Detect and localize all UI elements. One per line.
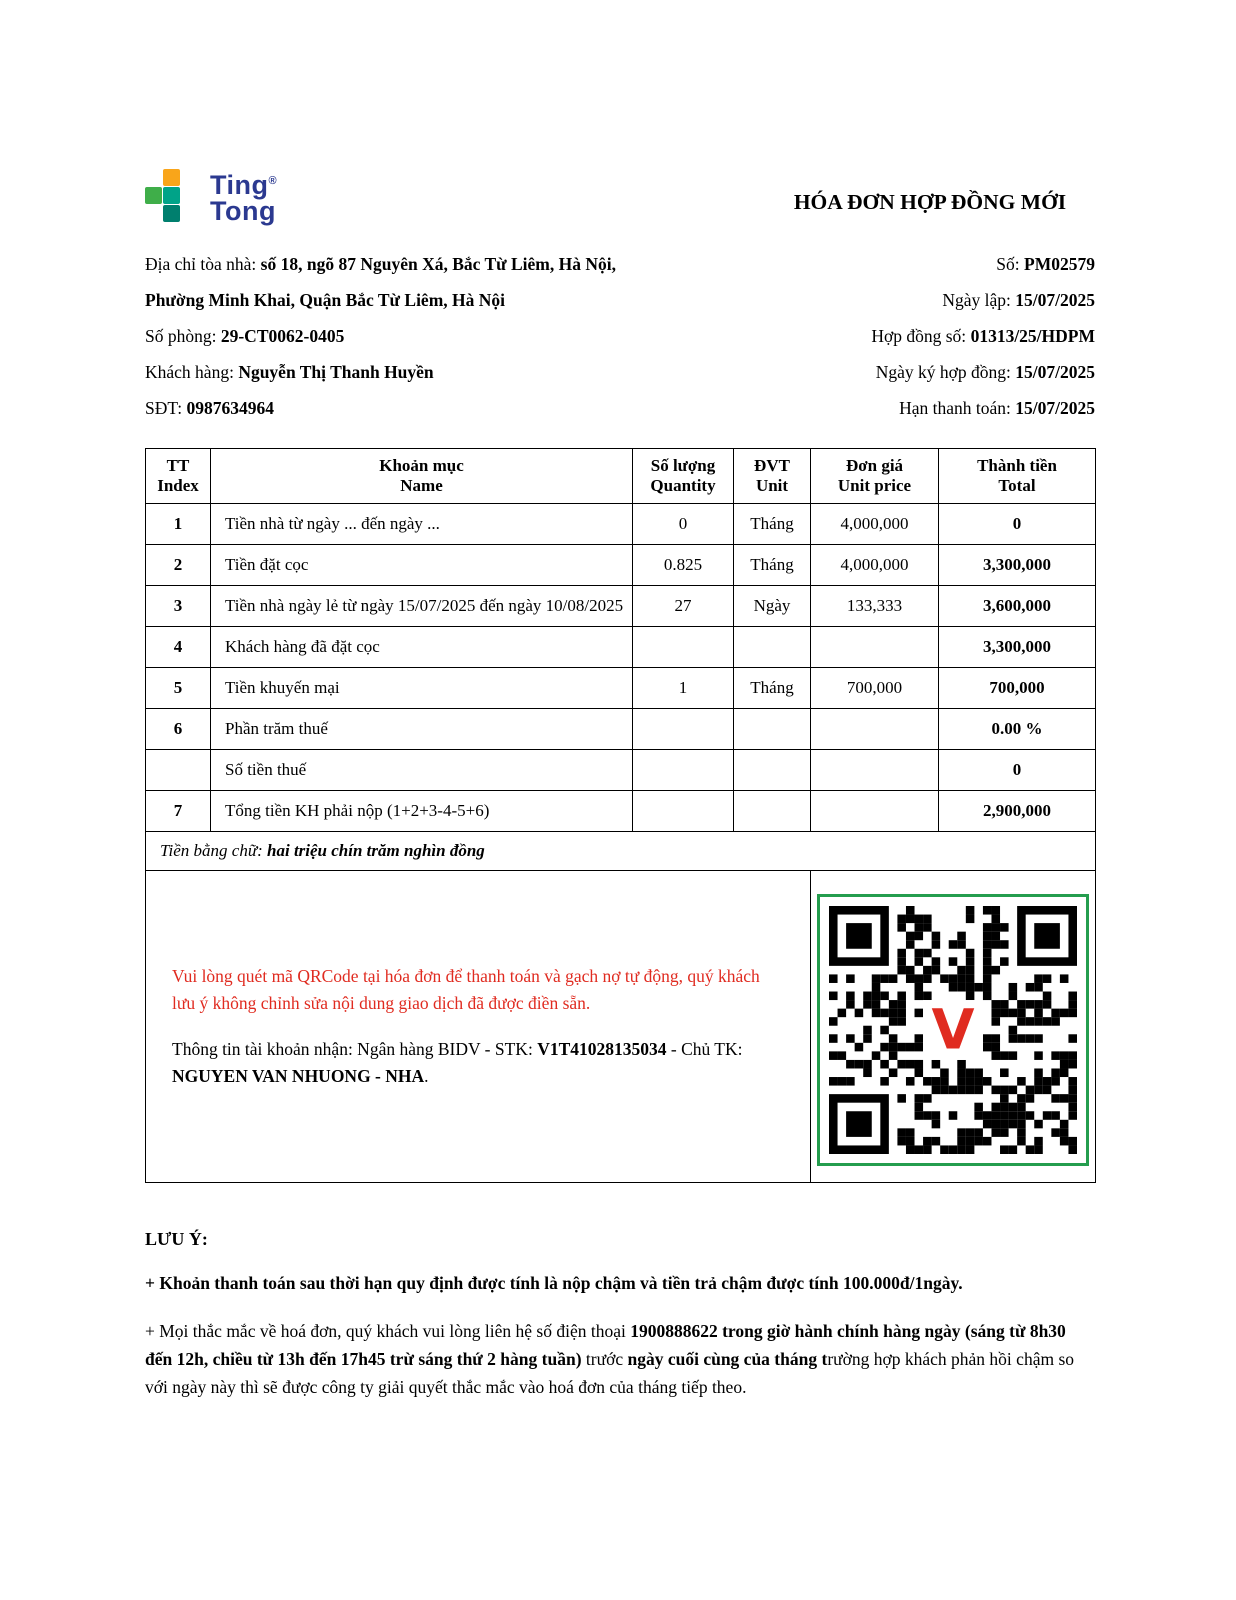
table-row — [146, 586, 1096, 627]
payment-row — [146, 871, 1096, 1183]
notes-heading: LƯU Ý: — [145, 1229, 208, 1249]
account-number: V1T41028135034 — [537, 1038, 667, 1059]
table-row — [146, 750, 1096, 791]
amount-in-words-value: hai triệu chín trăm nghìn đồng — [267, 841, 485, 860]
issue-date-value: 15/07/2025 — [1015, 290, 1095, 310]
header-total: Thành tiền Total — [939, 449, 1096, 504]
row-name: Tổng tiền KH phải nộp (1+2+3-4-5+6) — [211, 791, 633, 832]
row-name: Tiền đặt cọc — [211, 545, 633, 586]
row-index: 3 — [146, 586, 211, 627]
hotline-note — [145, 1317, 1095, 1401]
logo-square-orange — [163, 169, 180, 186]
table-row — [146, 504, 1096, 545]
header-unit-price: Đơn giá Unit price — [811, 449, 939, 504]
account-info-part3: . — [424, 1065, 429, 1086]
table-row — [146, 668, 1096, 709]
row-unit: Tháng — [734, 504, 811, 545]
row-index: 5 — [146, 668, 211, 709]
row-quantity: 0 — [633, 504, 734, 545]
hotline-note-part3: rường hợp khách phản hồi chậm so với ngày này thì sẽ được công ty giải quyết thắc mắc vào hoá đơn của tháng tiếp theo. — [145, 1349, 1075, 1398]
invoice-number-value: PM02579 — [1024, 254, 1095, 274]
row-total: 3,300,000 — [939, 545, 1096, 586]
row-unit-price: 4,000,000 — [811, 504, 939, 545]
account-holder: NGUYEN VAN NHUONG - NHA — [172, 1065, 425, 1086]
address-line-2: Phường Minh Khai, Quận Bắc Từ Liêm, Hà Nội — [145, 290, 506, 310]
table-header-row — [146, 449, 1096, 504]
invoice-number-line — [871, 254, 1095, 275]
contract-number-line — [871, 326, 1095, 347]
room-value: 29-CT0062-0405 — [220, 326, 345, 346]
row-name: Phần trăm thuế — [211, 709, 633, 750]
invoice-number-label: Số: — [996, 254, 1025, 274]
row-unit: Tháng — [734, 668, 811, 709]
row-index: 1 — [146, 504, 211, 545]
header-name: Khoản mục Name — [211, 449, 633, 504]
row-total: 2,900,000 — [939, 791, 1096, 832]
header — [145, 168, 1095, 224]
invoice-table — [145, 448, 1096, 1183]
tingtong-logo-icon — [145, 169, 199, 223]
table-body — [146, 504, 1096, 1183]
qr-payment-notice: Vui lòng quét mã QRCode tại hóa đơn để thanh toán và gạch nợ tự động, quý khách lưu ý không chỉnh sửa nội dung giao dịch đã được điền sẵn. — [172, 966, 760, 1014]
table-header — [146, 449, 1096, 504]
row-unit-price — [811, 750, 939, 791]
row-total: 3,300,000 — [939, 627, 1096, 668]
hotline-note-part1: + Mọi thắc mắc về hoá đơn, quý khách vui lòng liên hệ số điện thoại — [145, 1321, 631, 1342]
row-quantity — [633, 627, 734, 668]
logo-square-dark-teal — [163, 205, 180, 222]
amount-in-words-cell — [146, 832, 1096, 871]
row-name: Số tiền thuế — [211, 750, 633, 791]
qr-code-cell — [811, 871, 1096, 1183]
qr-code — [829, 906, 1077, 1154]
due-date-label: Hạn thanh toán: — [899, 398, 1016, 418]
room-line — [145, 326, 616, 347]
row-unit — [734, 791, 811, 832]
room-label: Số phòng: — [145, 326, 221, 346]
late-payment-note: + Khoản thanh toán sau thời hạn quy định được tính là nộp chậm và tiền trả chậm được tính 100.000đ/1ngày. — [145, 1273, 963, 1293]
header-quantity: Số lượng Quantity — [633, 449, 734, 504]
logo-tong: Tong — [210, 196, 276, 226]
row-index: 4 — [146, 627, 211, 668]
header-unit: ĐVT Unit — [734, 449, 811, 504]
sign-date-value: 15/07/2025 — [1015, 362, 1095, 382]
registered-mark: ® — [268, 175, 278, 187]
row-total: 0 — [939, 750, 1096, 791]
customer-value: Nguyễn Thị Thanh Huyền — [238, 362, 434, 382]
sign-date-label: Ngày ký hợp đồng: — [875, 362, 1016, 382]
issue-date-line — [871, 290, 1095, 311]
sign-date-line — [871, 362, 1095, 383]
address-value: số 18, ngõ 87 Nguyên Xá, Bắc Từ Liêm, Hà Nội, — [260, 254, 616, 274]
amount-in-words-label: Tiền bằng chữ: — [160, 841, 268, 860]
hotline-number-and-hours: 1900888622 trong giờ hành chính hàng ngày (sáng từ 8h30 đến 12h, chiều từ 13h đến 17h45 trừ sáng thứ 2 hàng tuần) — [145, 1321, 1066, 1370]
row-unit-price — [811, 791, 939, 832]
row-unit-price: 133,333 — [811, 586, 939, 627]
logo-ting: Ting — [210, 170, 269, 200]
row-total: 0.00 % — [939, 709, 1096, 750]
row-unit-price: 700,000 — [811, 668, 939, 709]
account-info-part1: Thông tin tài khoản nhận: Ngân hàng BIDV - STK: — [172, 1038, 538, 1059]
row-name: Tiền khuyến mại — [211, 668, 633, 709]
due-date-value: 15/07/2025 — [1015, 398, 1095, 418]
info-left — [145, 254, 616, 434]
footer-notes — [145, 1229, 1095, 1401]
row-quantity — [633, 791, 734, 832]
row-quantity: 0.825 — [633, 545, 734, 586]
account-info — [172, 1036, 784, 1090]
logo-wordmark — [210, 168, 277, 224]
info-right — [871, 254, 1095, 434]
phone-label: SĐT: — [145, 398, 187, 418]
row-quantity — [633, 750, 734, 791]
row-total: 700,000 — [939, 668, 1096, 709]
logo-square-teal — [163, 187, 180, 204]
logo-square-green — [145, 187, 162, 204]
row-total: 3,600,000 — [939, 586, 1096, 627]
phone-line — [145, 398, 616, 419]
row-total: 0 — [939, 504, 1096, 545]
amount-in-words-row — [146, 832, 1096, 871]
account-info-part2: - Chủ TK: — [666, 1038, 743, 1059]
row-unit: Ngày — [734, 586, 811, 627]
deadline-emphasis: ngày cuối cùng của tháng t — [627, 1349, 828, 1370]
row-index: 6 — [146, 709, 211, 750]
issue-date-label: Ngày lập: — [942, 290, 1016, 310]
row-unit — [734, 627, 811, 668]
phone-value: 0987634964 — [186, 398, 274, 418]
customer-label: Khách hàng: — [145, 362, 239, 382]
due-date-line — [871, 398, 1095, 419]
table-row — [146, 545, 1096, 586]
row-name: Tiền nhà từ ngày ... đến ngày ... — [211, 504, 633, 545]
svg-text:V: V — [931, 997, 975, 1062]
header-index: TT Index — [146, 449, 211, 504]
hotline-note-part2: trước — [581, 1349, 628, 1370]
row-unit-price: 4,000,000 — [811, 545, 939, 586]
row-name: Khách hàng đã đặt cọc — [211, 627, 633, 668]
tingtong-logo — [145, 168, 277, 224]
contract-number-label: Hợp đồng số: — [871, 326, 971, 346]
row-index — [146, 750, 211, 791]
row-index: 7 — [146, 791, 211, 832]
address-label: Địa chỉ tòa nhà: — [145, 254, 261, 274]
customer-line — [145, 362, 616, 383]
row-quantity: 1 — [633, 668, 734, 709]
building-address-line — [145, 254, 616, 275]
row-index: 2 — [146, 545, 211, 586]
row-unit — [734, 709, 811, 750]
row-quantity — [633, 709, 734, 750]
table-row — [146, 709, 1096, 750]
payment-instructions-cell — [146, 871, 811, 1183]
table-row — [146, 791, 1096, 832]
row-unit — [734, 750, 811, 791]
logo-line-1 — [210, 168, 277, 198]
contract-number-value: 01313/25/HDPM — [970, 326, 1095, 346]
invoice-info — [145, 254, 1095, 434]
row-quantity: 27 — [633, 586, 734, 627]
qr-code-frame — [817, 894, 1089, 1166]
invoice-title: HÓA ĐƠN HỢP ĐỒNG MỚI — [793, 190, 1067, 214]
row-name: Tiền nhà ngày lẻ từ ngày 15/07/2025 đến ngày 10/08/2025 — [211, 586, 633, 627]
row-unit-price — [811, 627, 939, 668]
table-row — [146, 627, 1096, 668]
row-unit-price — [811, 709, 939, 750]
row-unit: Tháng — [734, 545, 811, 586]
